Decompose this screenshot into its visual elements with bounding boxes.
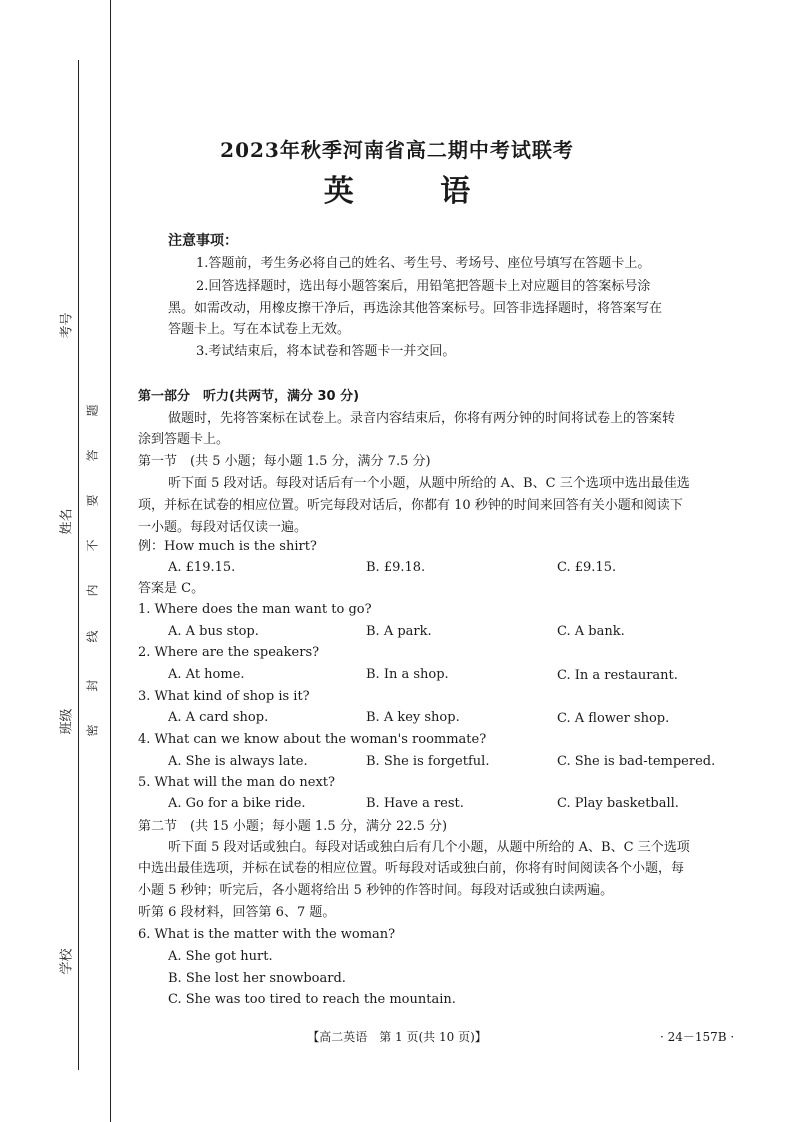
school-label: 学校 <box>56 944 75 978</box>
option: A. At home. <box>168 667 245 682</box>
question: 5. What will the man do next? <box>138 775 335 790</box>
seal-char: 要 <box>85 494 100 507</box>
question: 1. Where does the man want to go? <box>138 602 372 617</box>
option: C. She is bad-tempered. <box>557 754 716 769</box>
notice-line: 2.回答选择题时，选出每小题答案后，用铅笔把答题卡上对应题目的答案标号涂 <box>196 279 651 294</box>
option: B. She lost her snowboard. <box>168 971 346 986</box>
option: C. A flower shop. <box>557 711 670 726</box>
section1-intro: 项，并标在试卷的相应位置。听完每段对话后，你都有 10 秒钟的时间来回答有关小题和阅读下 <box>138 498 683 513</box>
seal-char: 封 <box>85 679 100 692</box>
example-question: 例：How much is the shirt? <box>138 539 317 554</box>
option: A. She got hurt. <box>168 949 273 964</box>
option: A. A bus stop. <box>168 624 259 639</box>
material-note: 听第 6 段材料，回答第 6、7 题。 <box>138 905 336 920</box>
class-label: 班级 <box>56 704 75 738</box>
name-label: 姓名 <box>56 504 75 538</box>
part1-heading: 第一部分 听力(共两节，满分 30 分) <box>138 389 360 404</box>
seal-char: 密 <box>85 724 100 737</box>
notice-line: 1.答题前，考生务必将自己的姓名、考生号、考场号、座位号填写在答题卡上。 <box>196 256 651 271</box>
question: 2. Where are the speakers? <box>138 645 320 660</box>
option: B. A key shop. <box>366 710 460 725</box>
notice-line: 黑。如需改动，用橡皮擦干净后，再选涂其他答案标号。回答非选择题时，将答案写在 <box>168 301 663 316</box>
section2-intro: 小题 5 秒钟；听完后，各小题将给出 5 秒钟的作答时间。每段对话或独白读两遍。 <box>138 883 614 898</box>
exam-number-label: 考号 <box>56 308 75 342</box>
option: C. She was too tired to reach the mountain. <box>168 992 456 1007</box>
seal-char: 不 <box>85 539 100 552</box>
option: C. A bank. <box>557 624 625 639</box>
section2-intro: 中选出最佳选项，并标在试卷的相应位置。听每段对话或独白前，你将有时间阅读各个小题，每 <box>138 861 685 876</box>
option: A. A card shop. <box>168 710 269 725</box>
option: B. She is forgetful. <box>366 754 490 769</box>
section1-intro: 一小题。每段对话仅读一遍。 <box>138 520 308 535</box>
seal-char: 题 <box>85 404 100 417</box>
example-option: C. £9.15. <box>557 560 617 575</box>
section2-heading: 第二节 (共 15 小题；每小题 1.5 分，满分 22.5 分) <box>138 819 448 834</box>
option: B. In a shop. <box>366 667 449 682</box>
option: B. A park. <box>366 624 432 639</box>
section1-intro: 听下面 5 段对话。每段对话后有一个小题，从题中所给的 A、B、C 三个选项中选出最佳选 <box>168 476 690 491</box>
option: A. Go for a bike ride. <box>168 796 306 811</box>
section1-heading: 第一节 (共 5 小题；每小题 1.5 分，满分 7.5 分) <box>138 454 431 469</box>
part1-intro: 做题时，先将答案标在试卷上。录音内容结束后，你将有两分钟的时间将试卷上的答案转 <box>168 411 676 426</box>
notice-line: 3.考试结束后，将本试卷和答题卡一并交回。 <box>196 344 456 359</box>
question: 4. What can we know about the woman's roommate? <box>138 732 487 747</box>
page-footer: 【高二英语 第 1 页(共 10 页)】 <box>307 1030 487 1044</box>
notice-heading: 注意事项： <box>168 233 238 249</box>
exam-title: 2023年秋季河南省高二期中考试联考 <box>220 138 574 162</box>
example-option: B. £9.18. <box>366 560 426 575</box>
seal-char: 答 <box>85 449 100 462</box>
subject-title: 英 语 <box>323 174 509 209</box>
example-option: A. £19.15. <box>168 560 236 575</box>
option: C. In a restaurant. <box>557 668 678 683</box>
question: 6. What is the matter with the woman? <box>138 927 396 942</box>
seal-char: 内 <box>85 584 100 597</box>
seal-char: 线 <box>85 630 100 643</box>
option: A. She is always late. <box>168 754 308 769</box>
example-answer: 答案是 C。 <box>138 581 205 596</box>
binding-line-outer <box>78 60 79 1070</box>
question: 3. What kind of shop is it? <box>138 689 310 704</box>
paper-code: · 24－157B · <box>660 1030 735 1044</box>
section2-intro: 听下面 5 段对话或独白。每段对话或独白后有几个小题，从题中所给的 A、B、C 三个选项 <box>168 840 690 855</box>
option: C. Play basketball. <box>557 796 679 811</box>
part1-intro: 涂到答题卡上。 <box>138 432 230 447</box>
notice-line: 答题卡上。写在本试卷上无效。 <box>168 322 351 337</box>
option: B. Have a rest. <box>366 796 464 811</box>
